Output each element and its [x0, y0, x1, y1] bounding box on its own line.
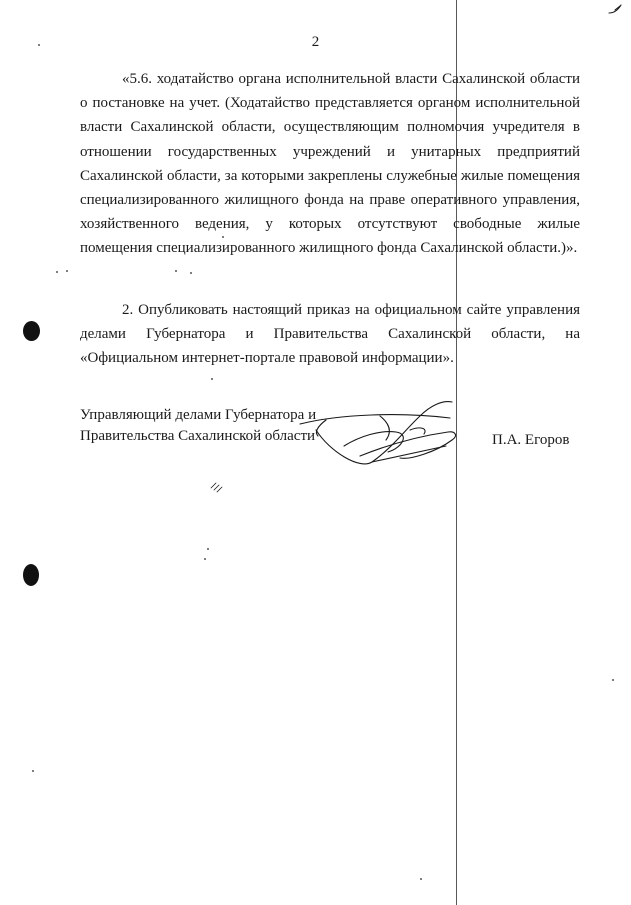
scan-speck	[420, 878, 422, 880]
scan-speck	[207, 548, 209, 550]
signer-position-line-1: Управляющий делами Губернатора и	[80, 407, 317, 423]
paragraph-text: «5.6. ходатайство органа исполнительной власти Сахалинской области о постановке на учет. (Ходатайство представляется органом исполнительной власти Сахалинской области, осуществляющим полномочия учредителя в отношении государственных учреждений и унитарных предприятий Сахалинской области, за которыми закреплены служебные жилые помещения специализированного жилищного фонда на праве оперативного управления, хозяйственного ведения, у которых отсутствуют свободные жилые помещения специализированного жилищного фонда Сахалинской области.)».	[80, 71, 580, 257]
scan-speck	[190, 272, 192, 274]
signer-position-line-2: Правительства Сахалинской области	[80, 428, 316, 444]
scan-speck	[211, 378, 213, 380]
scan-speck	[612, 679, 614, 681]
scan-speck	[56, 271, 58, 273]
scan-speck	[175, 270, 177, 272]
scan-speck	[32, 770, 34, 772]
scan-speck	[204, 558, 206, 560]
scan-speck	[66, 270, 68, 272]
paragraph-text: 2. Опубликовать настоящий приказ на официальном сайте управления делами Губернатора и Правительства Сахалинской области, на «Официальном интернет-портале правовой информации».	[80, 302, 580, 367]
binder-punch-hole	[23, 564, 39, 586]
binder-punch-hole	[23, 321, 40, 341]
scan-speck	[38, 44, 40, 46]
scan-speck	[222, 236, 224, 238]
signer-name: П.А. Егоров	[492, 432, 570, 448]
page-number: 2	[311, 34, 320, 50]
